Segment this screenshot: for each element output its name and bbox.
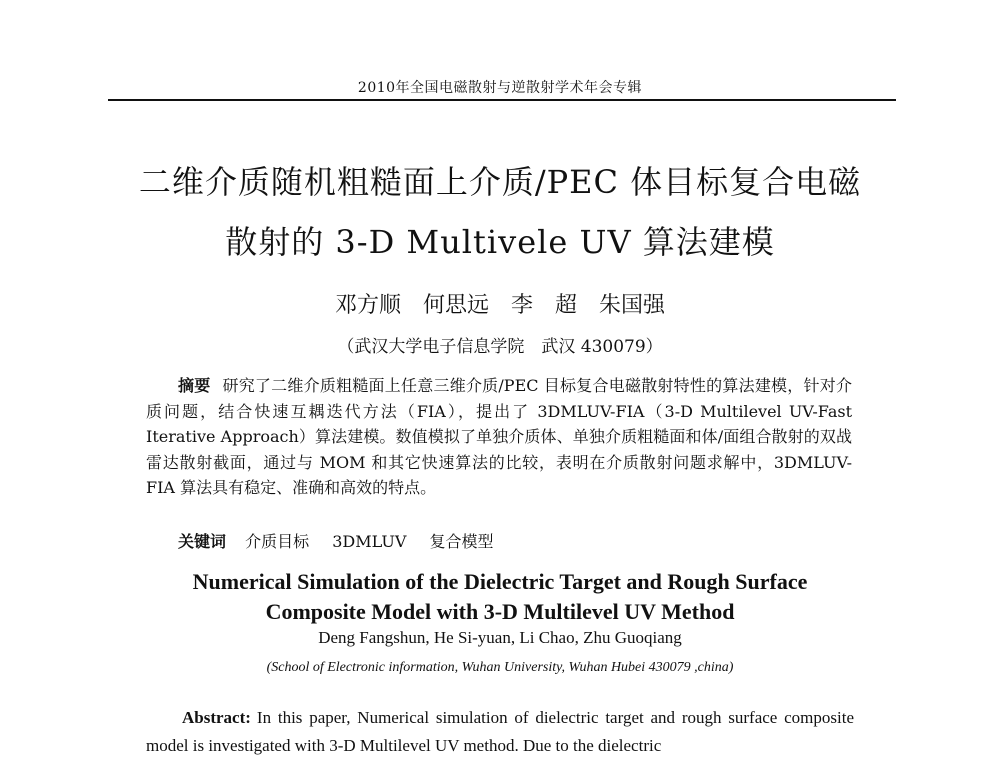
- abstract-en-label: Abstract:: [182, 708, 251, 727]
- title-cn-line-1: 二维介质随机粗糙面上介质/PEC 体目标复合电磁: [138, 163, 862, 201]
- affiliation-en: (School of Electronic information, Wuhan University, Wuhan Hubei 430079 ,china): [266, 660, 734, 675]
- authors-cn: 邓方顺 何思远 李 超 朱国强: [334, 293, 665, 318]
- keyword-item: 3DMLUV: [332, 532, 407, 551]
- keywords-cn-label: 关键词: [178, 532, 227, 551]
- abstract-en: [146, 704, 854, 760]
- abstract-cn-text: 研究了二维介质粗糙面上任意三维介质/PEC 目标复合电磁散射特性的算法建模，针对介质问题，结合快速互耦迭代方法（FIA），提出了 3DMLUV-FIA（3-D Multilevel UV-Fast Iterative Approach）算法建模。数值模拟了单独介质体、单独介质粗糙面和体/面组合散射的双战雷达散射截面，通过与 MOM 和其它快速算法的比较，表明在介质散射问题求解中，3DMLUV-FIA 算法具有稳定、准确和高效的特点。: [146, 376, 852, 497]
- abstract-cn: [146, 373, 852, 501]
- authors-en: Deng Fangshun, He Si-yuan, Li Chao, Zhu Guoqiang: [318, 628, 682, 647]
- title-en-line-1: Numerical Simulation of the Dielectric Target and Rough Surface: [192, 569, 808, 594]
- affiliation-cn: （武汉大学电子信息学院 武汉 430079）: [337, 337, 663, 357]
- keyword-item: 介质目标: [245, 532, 310, 551]
- title-en-line-2: Composite Model with 3-D Multilevel UV Method: [265, 599, 735, 624]
- abstract-en-text: In this paper, Numerical simulation of dielectric target and rough surface composite model is investigated with 3-D Multilevel UV method. Due to the dielectric: [146, 708, 854, 755]
- title-cn-line-2: 散射的 3-D Multivele UV 算法建模: [225, 223, 775, 261]
- header-rule: [108, 99, 896, 101]
- abstract-cn-label: 摘要: [178, 376, 211, 395]
- running-header: 2010年全国电磁散射与逆散射学术年会专辑: [357, 80, 643, 96]
- keyword-item: 复合模型: [429, 532, 494, 551]
- keywords-cn: [178, 529, 512, 552]
